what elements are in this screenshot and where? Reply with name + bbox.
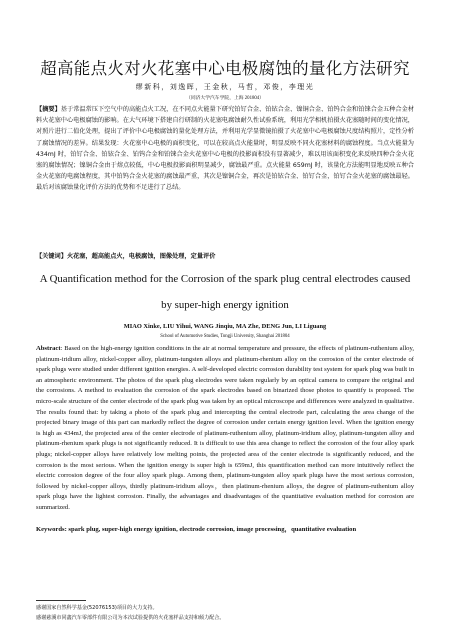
- chinese-keywords-label: 【关键词】: [36, 253, 67, 260]
- english-title: A Quantification method for the Corrosion of the spark plug central electrodes caused by super-high energy ignition: [39, 273, 411, 311]
- chinese-affiliation: （同济大学汽车学院，上海 201804）: [186, 96, 264, 101]
- english-keywords-text: spark plug, super-high energy ignition, electrode corrosion, image processing，quantitative evaluation: [66, 526, 357, 533]
- english-abstract-text: : Based on the high-energy ignition conditions in the air at normal temperature and pressure, the effects of platinum-ruthenium alloy, platinum-iridium alloy, nickel-copper alloy, platinum-tungsten alloys and platinum-rhenium alloy on the corrosion of the center electrode of spark plugs were studied under different ignition energies. A self-developed electric corrosion durability test system for spark plug was built in an atmospheric environment. The photos of the spark plug electrodes were taken regularly by an optical camera to compare the original and the corrosions. A method to evaluation the corrosion of the spark electrodes based on binarized those photos to quantify is proposed. The micro-scale structure of the center electrode of the spark plug was taken by an optical microscope and differences were analyzed in qualitative. The results found that: by taking a photo of the spark plug and intercepting the central electrode part, calculating the area change of the projected binary image of this part can markedly reflect the degree of corrosion under certain energy ignition level. When the ignition energy is high as 434mJ, the projected area of the center electrode of platinum-ruthenium alloy, platinum-iridium alloy, platinum-tungsten alloy and platinum-rhenium spark plugs is not significantly reduced. It is difficult to use this area change to reflect the corrosion of the four alloy spark plugs; nickel-copper alloys have relatively low melting points, the projected area of the center electrode is significantly reduced, and the corrosion is the most serious. When the ignition energy is super high is 659mJ, this quantification method can more intuitively reflect the electric corrosion degree of the four alloy spark plugs. Among them, platinum-tungsten alloy spark plugs have the most serious corrosion, followed by nickel-copper alloys, thirdly platinum-iridium alloys，then platinum-rhenium alloys, the degree of platinum-ruthenium alloy spark plugs have the lightest corrosion. Finally, the advantages and disadvantages of the quantitative evaluation method for corrosion are summarized.: [36, 345, 414, 511]
- english-authors: MIAO Xinke, LIU Yihui, WANG Jinqiu, MA Zhe, DENG Jun, LI Liguang: [123, 323, 327, 330]
- footnote-acknowledgment: 感谢慈溪市同鑫汽车零部件有限公司为本次试验提供的火花塞样品支持和倾力配合。: [36, 615, 225, 621]
- chinese-authors: 缪新科，刘逸晖，王金秋，马哲，邓俊，李理光: [135, 83, 315, 91]
- chinese-keywords-text: 火花塞，超高能点火，电极腐蚀，图像处理，定量评价: [66, 253, 216, 260]
- chinese-abstract: [36, 104, 414, 194]
- english-affiliation: School of Automotive Studies, Tongji University, Shanghai 201804: [160, 334, 290, 339]
- chinese-abstract-text: 基于常温常压下空气中的高能点火工况，在不同点火能量下研究铂钌合金、铂铱合金、镍铜合金、铂钨合金和铂铼合金五种合金材料火花塞中心电极腐蚀的影响。在大气环境下搭建自行研制的火花塞电腐蚀耐久性试验系统，利用光学相机拍摄火花塞随时间的变化情况，对照片进行二值化处理，提出了评价中心电极腐蚀的量化处理方法，并利用光学显微镜拍摄了火花塞中心电极腐蚀尺度结构照片，定性分析了腐蚀情况的差异。结果发现：火花塞中心电极的面积变化，可以在较高点火能量时，明显反映不同火花塞材料的腐蚀程度。当点火能量为 434mJ 时，铂钌合金、铂铱合金、铂钨合金和铂铼合金火花塞中心电极的投影面积没有显著减少，难以用该面积变化来反映四种合金火花塞的腐蚀情况；镍铜合金由于熔点较低，中心电极投影面积明显减少，腐蚀最严重。点火能量 659mJ 时，该量化方法能明显地反映五种合金火花塞的电腐蚀程度，其中铂钨合金火花塞的腐蚀最严重，其次是镍铜合金，再次是铂铱合金、铂钌合金，铂钌合金火花塞的腐蚀最轻。最后对该腐蚀量化评价方法的优势和不足进行了总结。: [36, 106, 415, 192]
- english-keywords-label: Keywords:: [36, 526, 67, 533]
- english-abstract: [36, 344, 414, 514]
- footnote-funding: 感谢国家自然科学基金(52076153)项目的大力支持。: [36, 605, 158, 611]
- english-abstract-label: Abstract: [36, 345, 61, 352]
- chinese-abstract-label: 【摘要】: [36, 106, 61, 113]
- chinese-title: 超高能点火对火花塞中心电极腐蚀的量化方法研究: [40, 59, 410, 78]
- english-keywords: [36, 525, 414, 536]
- footnote-divider: [36, 600, 86, 601]
- chinese-keywords: [36, 251, 414, 260]
